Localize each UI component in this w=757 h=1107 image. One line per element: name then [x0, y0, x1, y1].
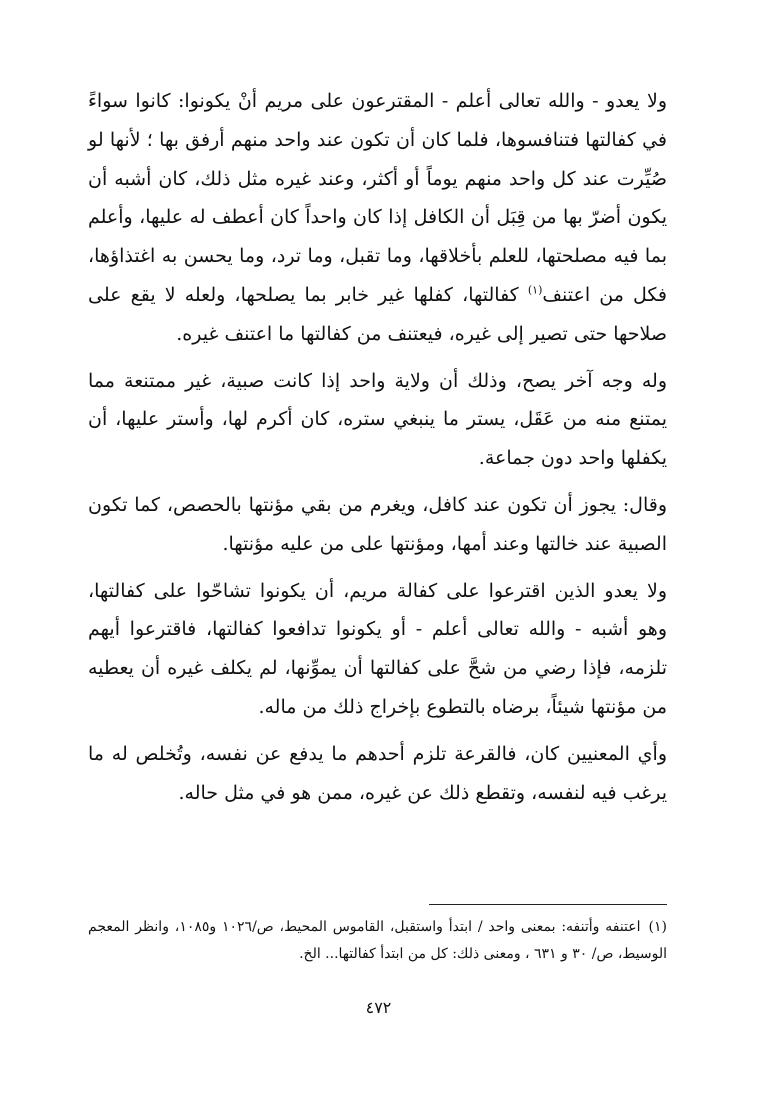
paragraph-1 — [88, 82, 667, 354]
footnote-number: (١) — [648, 919, 667, 935]
paragraph-4: ولا يعدو الذين اقترعوا على كفالة مريم، أن يكونوا تشاحّوا على كفالتها، وهو أشبه - والله تعالى أعلم - أو يكونوا تدافعوا كفالتها، فاقترعوا أيهم تلزمه، فإذا رضي من شحَّ على كفالتها أن يموِّنها، لم يكلف غيره أن يعطيه من مؤنتها شيئاً، برضاه بالتطوع بإخراج ذلك من ماله. — [88, 579, 667, 718]
paragraph-2: وله وجه آخر يصح، وذلك أن ولاية واحد إذا كانت صبية، غير ممتنعة مما يمتنع منه من عَقَل، يستر ما ينبغي ستره، كان أكرم لها، وأستر عليها، أن يكفلها واحد دون جماعة. — [88, 369, 667, 470]
footnote-divider — [429, 904, 667, 905]
footnote-reference: (١) — [527, 283, 543, 297]
paragraph-1-text: ولا يعدو - والله تعالى أعلم - المقترعون على مريم أنْ يكونوا: كانوا سواءً في كفالتها فتنافسوها، فلما كان أن تكون عند واحد منهم أرفق بها ؛ لأنها لو صُيِّرت عند كل واحد منهم يوماً أو أكثر، وعند غيره مثل ذلك، كان أشبه أن يكون أضرّ بها من قِبَل أن الكافل إذا كان واحداً كان أعطف له عليها، وأعلم بما فيه مصلحتها، للعلم بأخلاقها، وما تقبل، وما ترد، وما يحسن به اغتذاؤها، فكل من اعتنف — [88, 90, 667, 306]
paragraph-5: وأي المعنيين كان، فالقرعة تلزم أحدهم ما يدفع عن نفسه، وتُخلص له ما يرغب فيه لنفسه، وتقطع ذلك عن غيره، ممن هو في مثل حاله. — [88, 742, 667, 804]
footnote-text: اعتنفه وأتنفه: بمعنى واحد / ابتدأ واستقبل، القاموس المحيط، ص/١٠٢٦ و١٠٨٥، وانظر المعجم الوسيط، ص/ ٣٠ و ٦٣١ ، ومعنى ذلك: كل من ابتدأ كفالتها... الخ. — [88, 919, 667, 962]
paragraph-3: وقال: يجوز أن تكون عند كافل، ويغرم من بقي مؤنتها بالحصص، كما تكون الصبية عند خالتها وعند أمها، ومؤنتها على من عليه مؤنتها. — [88, 493, 667, 555]
footnote-1 — [88, 914, 667, 968]
main-text — [88, 82, 667, 812]
page-number: ٤٧٢ — [365, 998, 392, 1017]
paragraph-1-text-continued: كفالتها، كفلها غير خابر بما يصلحها، ولعله لا يقع على صلاحها حتى تصير إلى غيره، فيعتنف من كفالتها ما اعتنف غيره. — [88, 283, 667, 345]
footnotes — [88, 914, 667, 968]
